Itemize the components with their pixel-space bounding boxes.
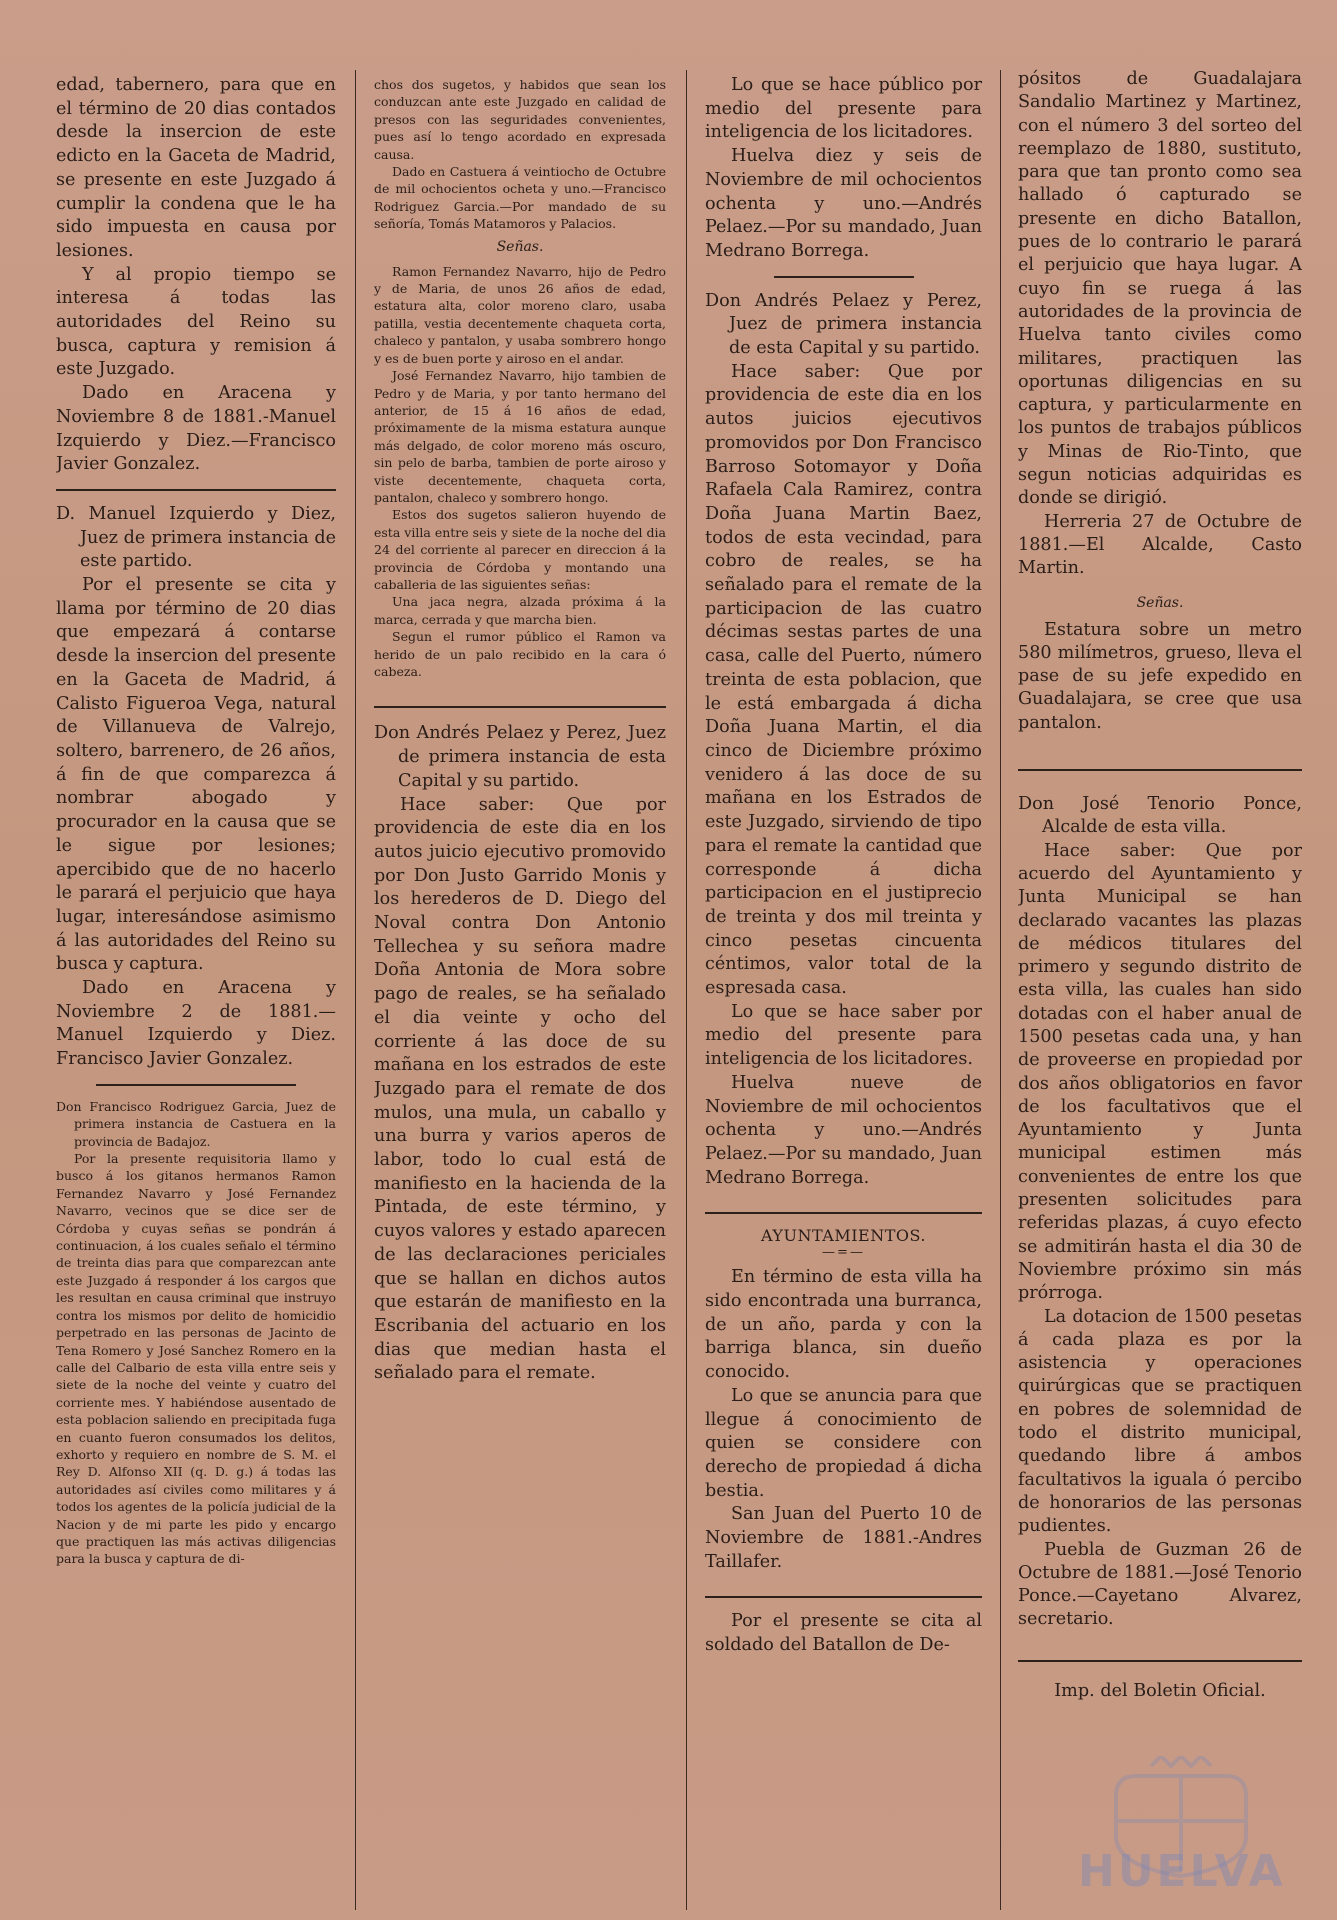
paragraph: Lo que se hace saber por medio del presente para inteligencia de los licitadores. (705, 1001, 982, 1070)
paragraph: edad, tabernero, para que en el término de 20 dias contados desde la insercion de este edicto en la Gaceta de Madrid, se presente en este Juzgado á cumplir la condena que le ha sido impuesta en causa por lesiones. (56, 75, 336, 261)
watermark-text: HUELVA (1078, 1846, 1286, 1897)
ornament: —=— (822, 1245, 865, 1261)
column-4 (1018, 68, 1302, 1703)
paragraph: Por el presente se cita y llama por término de 20 dias que empezará á contarse desde la insercion del presente en la Gaceta de Madrid, á Calisto Figueroa Vega, natural de Villanueva de Valrejo, soltero, barrenero, de 26 años, á fin de que comparezca á nombrar abogado y procurador en la causa que se le sigue por lesiones; apercibido que de no hacerlo le parará el perjuicio que haya lugar, interesándose asimismo á las autoridades del Reino su busca y captura. (56, 575, 336, 975)
paragraph: Por la presente requisitoria llamo y busco á los gitanos hermanos Ramon Fernandez Navarro y José Fernandez Navarro, vecinos que se dice ser de Córdoba y cuyas señas se pondrán á continuacion, á los cuales señalo el término de treinta dias para que comparezcan ante este Juzgado á responder á los cargos que les resultan en causa criminal que instruyo contra los mismos por delito de homicidio perpetrado en las personas de Jacinto de Tena Romero y José Sanchez Romero en la calle del Calbario de esta villa entre seis y siete de la noche del veinte y cuatro del corriente mes. Y habiéndose ausentado de esta poblacion saliendo en precipitada fuga en cuanto fueron consumados los delitos, exhorto y requiero en nombre de S. M. el Rey D. Alfonso XII (q. D. g.) á todas las autoridades así civiles como militares y á todos los agentes de la policía judicial de la Nacion y de mi parte les pido y encargo que practiquen las más activas diligencias para la busca y captura de di- (56, 1151, 336, 1567)
separator (96, 1084, 296, 1086)
signature-line: Dado en Aracena y Noviembre 2 de 1881.—Manuel Izquierdo y Diez. Francisco Javier Gonzalez. (56, 978, 336, 1070)
paragraph: Estos dos sugetos salieron huyendo de esta villa entre seis y siete de la noche del dia 24 del corriente al parecer en direccion á la provincia de Córdoba y montando una caballeria de las siguientes señas: (374, 507, 666, 592)
paragraph: Por el presente se cita al soldado del Batallon de De- (705, 1611, 982, 1656)
column-3 (705, 74, 982, 1658)
notice-heading: Don Francisco Rodriguez Garcia, Juez de primera instancia de Castuera en la provincia de Badajoz. (56, 1098, 336, 1149)
paragraph: José Fernandez Navarro, hijo tambien de Pedro y de Maria, y por tanto hermano del anterior, de 15 á 16 años de edad, próximamente de la misma estatura aunque más delgado, de color moreno más oscuro, sin pelo de barba, tambien de porte airoso y viste decentemente, chaqueta corta, pantalon, chaleco y sombrero hongo. (374, 368, 666, 505)
notice-heading: Don José Tenorio Ponce, Alcalde de esta villa. (1018, 794, 1302, 838)
paragraph: Y al propio tiempo se interesa á todas las autoridades del Reino su busca, captura y remision á este Juzgado. (56, 264, 336, 380)
paragraph: Hace saber: Que por acuerdo del Ayuntamiento y Junta Municipal se han declarado vacantes las plazas de médicos titulares del primero y segundo distrito de esta villa, las cuales han sido dotadas con el haber anual de 1500 pesetas cada una, y han de proveerse en propiedad por dos años obligatorios en favor de los facultativos que el Ayuntamiento y Junta municipal estimen más convenientes de entre los que presenten solicitudes para referidas plazas, á cuyo efecto se admitirán hasta el dia 30 de Noviembre próximo sin más prórroga. (1018, 840, 1302, 1304)
section-heading: AYUNTAMIENTOS. (761, 1226, 926, 1246)
separator (774, 276, 914, 278)
paragraph: chos dos sugetos, y habidos que sean los conduzcan ante este Juzgado en calidad de presos con las seguridades convenientes, pues así lo tengo acordado en expresada causa. (374, 77, 666, 162)
column-rule (686, 70, 687, 1910)
paragraph: Hace saber: Que por providencia de este dia en los autos juicios ejecutivos promovidos por Don Francisco Barroso Sotomayor y Doña Rafaela Cala Ramirez, contra Doña Juana Martin Baez, todos de esta vecindad, para cobro de reales, se ha señalado para el remate de la participacion de las cuatro décimas sestas partes de una casa, calle del Puerto, número treinta de esta poblacion, que le está embargada á dicha Doña Juana Martin, el dia cinco de Diciembre próximo venidero á las doce de su mañana en los Estrados de este Juzgado, sirviendo de tipo para el remate la cantidad que corresponde á dicha participacion en el justiprecio de treinta y dos mil treinta y cinco pesetas cincuenta céntimos, valor total de la espresada casa. (705, 361, 982, 999)
section-subtitle: Señas. (1136, 594, 1184, 611)
notice-heading: D. Manuel Izquierdo y Diez, Juez de primera instancia de este partido. (56, 503, 336, 572)
notice-heading: Don Andrés Pelaez y Perez, Juez de primera instancia de esta Capital y su partido. (705, 290, 982, 359)
signature-line: Dado en Castuera á veintiocho de Octubre de mil ochocientos ocheta y uno.—Francisco Rodriguez Garcia.—Por mandado de su señoría, Tomás Matamoros y Palacios. (374, 164, 666, 232)
separator (1018, 1660, 1302, 1662)
paragraph: Estatura sobre un metro 580 milímetros, grueso, lleva el pase de su jefe expedido en Guadalajara, se cree que usa pantalon. (1018, 619, 1302, 733)
signature-line: Herreria 27 de Octubre de 1881.—El Alcalde, Casto Martin. (1018, 511, 1302, 579)
paragraph: Una jaca negra, alzada próxima á la marca, cerrada y que marcha bien. (374, 594, 666, 627)
section-subtitle: Señas. (496, 238, 544, 255)
notice-heading: Don Andrés Pelaez y Perez, Juez de primera instancia de esta Capital y su partido. (374, 723, 666, 791)
signature-line: San Juan del Puerto 10 de Noviembre de 1881.-Andres Taillafer. (705, 1504, 982, 1572)
paragraph: En término de esta villa ha sido encontrada una burranca, de un año, parda y con la barriga blanca, sin dueño conocido. (705, 1267, 982, 1383)
signature-line: Dado en Aracena y Noviembre 8 de 1881.-Manuel Izquierdo y Diez.—Francisco Javier Gonzalez. (56, 383, 336, 475)
separator (1018, 769, 1302, 771)
paragraph: Lo que se anuncia para que llegue á conocimiento de quien se considere con derecho de propiedad á dicha bestia. (705, 1385, 982, 1501)
separator (705, 1212, 982, 1214)
paragraph: Segun el rumor público el Ramon va herido de un palo recibido en la cara ó cabeza. (374, 629, 666, 679)
separator (705, 1596, 982, 1598)
separator (56, 489, 336, 491)
separator (374, 706, 666, 708)
signature-line: Huelva diez y seis de Noviembre de mil ochocientos ochenta y uno.—Andrés Pelaez.—Por su mandado, Juan Medrano Borrega. (705, 146, 982, 261)
signature-line: Huelva nueve de Noviembre de mil ochocientos ochenta y uno.—Andrés Pelaez.—Por su mandado, Juan Medrano Borrega. (705, 1072, 982, 1188)
column-2 (374, 76, 666, 1386)
paragraph: pósitos de Guadalajara Sandalio Martinez y Martinez, con el número 3 del sorteo del reemplazo de 1880, sustituto, para que tan pronto como sea hallado ó capturado se presente en dicho Batallon, pues de lo contrario le parará el perjuicio que haya lugar. A cuyo fin se ruega á las autoridades de la provincia de Huelva tanto civiles como militares, practiquen las oportunas diligencias en su captura, y particularmente en los puntos de trabajos públicos y Minas de Rio-Tinto, que segun noticias adquiridas es donde se dirigió. (1018, 69, 1302, 509)
column-rule (1000, 70, 1001, 1910)
signature-line: Puebla de Guzman 26 de Octubre de 1881.—José Tenorio Ponce.—Cayetano Alvarez, secretario. (1018, 1539, 1302, 1630)
paragraph: Ramon Fernandez Navarro, hijo de Pedro y de Maria, de unos 26 años de edad, estatura alta, color moreno claro, usaba patilla, vestia decentemente chaqueta corta, chaleco y pantalon, y usaba sombrero hongo y es de buen porte y airoso en el andar. (374, 263, 666, 366)
printer-imprint: Imp. del Boletin Oficial. (1054, 1680, 1266, 1701)
paragraph: La dotacion de 1500 pesetas á cada plaza es por la asistencia y operaciones quirúrgicas que se practiquen en pobres de solemnidad de todo el distrito municipal, quedando libre á ambos facultativos la iguala ó percibo de honorarios de las personas pudientes. (1018, 1306, 1302, 1537)
paragraph: Hace saber: Que por providencia de este dia en los autos juicio ejecutivo promovido por Don Justo Garrido Monis y los herederos de D. Diego del Noval contra Don Antonio Tellechea y su señora madre Doña Antonia de Mora sobre pago de reales, se ha señalado el dia veinte y ocho del corriente á las doce de su mañana en los estrados de este Juzgado para el remate de dos mulos, una mula, un caballo y una burra y varios aperos de labor, todo lo cual está de manifiesto en la hacienda de la Pintada, de este término, y cuyos valores y estado aparecen de las declaraciones periciales que se hallan en dichos autos que estarán de manifiesto en la Escribania del actuario en los dias que median hasta el señalado para el remate. (374, 794, 666, 1384)
column-1 (56, 74, 336, 1568)
paragraph: Lo que se hace público por medio del presente para inteligencia de los licitadores. (705, 75, 982, 143)
column-rule (355, 70, 356, 1910)
